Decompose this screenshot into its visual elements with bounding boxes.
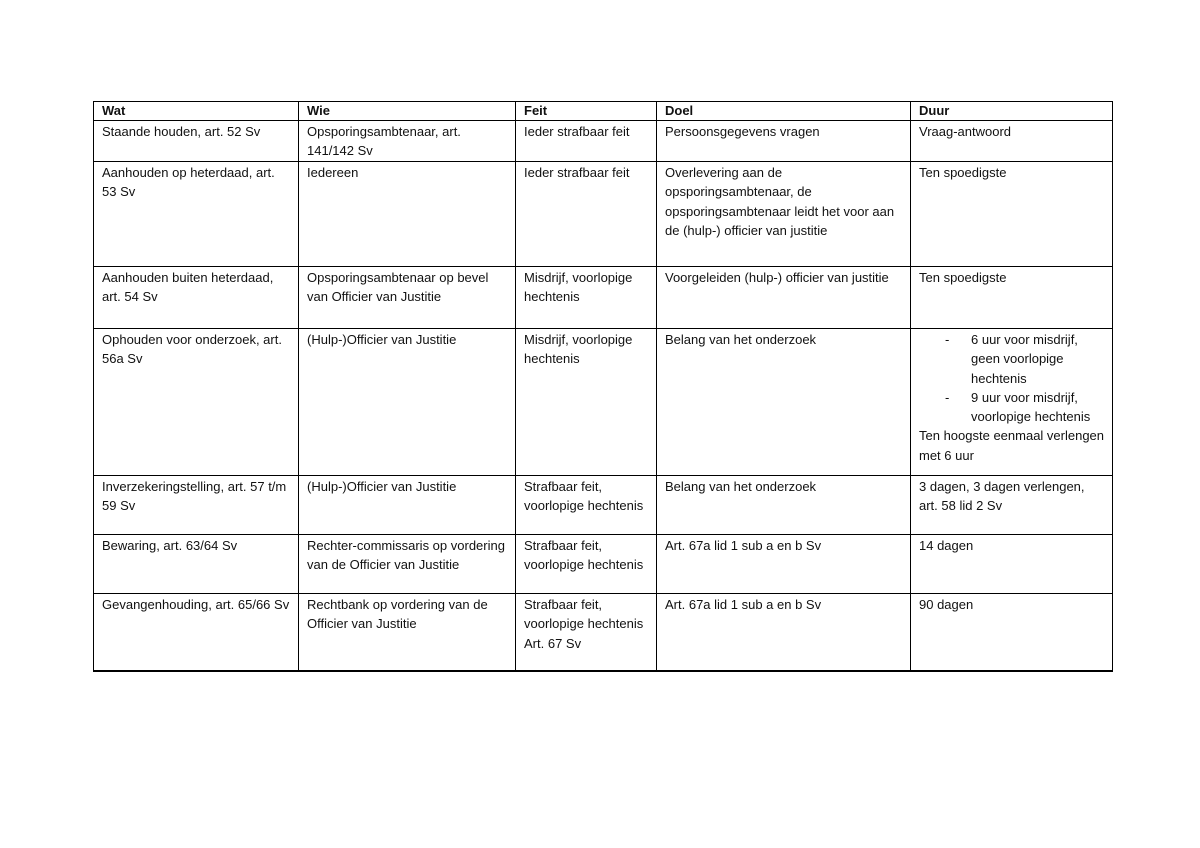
dash-bullet: - xyxy=(945,389,950,405)
table-row xyxy=(94,267,1113,329)
cell-feit-article: Art. 67 Sv xyxy=(524,635,582,651)
table-header xyxy=(94,102,1113,121)
list-item xyxy=(945,388,1106,427)
table-body xyxy=(94,121,1113,672)
table-row xyxy=(94,476,1113,535)
dash-bullet: - xyxy=(945,332,950,347)
cell-feit: Misdrijf, voorlopige hechtenis xyxy=(516,329,657,476)
cell-duur xyxy=(911,329,1113,476)
header-feit: Feit xyxy=(516,102,657,121)
table-row xyxy=(94,594,1113,672)
cell-wat: Aanhouden buiten heterdaad, art. 54 Sv xyxy=(94,267,299,329)
cell-wat: Staande houden, art. 52 Sv xyxy=(94,121,299,162)
list-item xyxy=(945,330,1106,388)
cell-duur: Ten spoedigste xyxy=(911,267,1113,329)
list-item-text: 6 uur voor misdrijf, geen voorlopige hechtenis xyxy=(971,332,1078,386)
table-row xyxy=(94,535,1113,594)
cell-wie: (Hulp-)Officier van Justitie xyxy=(299,476,516,535)
header-row xyxy=(94,102,1113,121)
cell-wat: Gevangenhouding, art. 65/66 Sv xyxy=(94,594,299,672)
table-row xyxy=(94,329,1113,476)
list-item-text: 9 uur voor misdrijf, voorlopige hechtenis xyxy=(971,389,1091,425)
cell-doel: Voorgeleiden (hulp-) officier van justitie xyxy=(657,267,911,329)
cell-wie: Rechtbank op vordering van de Officier van Justitie xyxy=(299,594,516,672)
header-wat: Wat xyxy=(94,102,299,121)
cell-feit: Misdrijf, voorlopige hechtenis xyxy=(516,267,657,329)
table-row xyxy=(94,162,1113,267)
duration-list xyxy=(919,330,1106,426)
cell-duur: Vraag-antwoord xyxy=(911,121,1113,162)
cell-wie: Iedereen xyxy=(299,162,516,267)
detention-overview-table xyxy=(93,101,1113,672)
cell-feit: Ieder strafbaar feit xyxy=(516,162,657,267)
cell-feit xyxy=(516,594,657,672)
cell-wat: Ophouden voor onderzoek, art. 56a Sv xyxy=(94,329,299,476)
cell-wat: Inverzekeringstelling, art. 57 t/m 59 Sv xyxy=(94,476,299,535)
cell-doel: Art. 67a lid 1 sub a en b Sv xyxy=(657,535,911,594)
cell-wat: Aanhouden op heterdaad, art. 53 Sv xyxy=(94,162,299,267)
duration-note: Ten hoogste eenmaal verlengen met 6 uur xyxy=(919,428,1105,463)
cell-wat: Bewaring, art. 63/64 Sv xyxy=(94,535,299,594)
cell-duur: 3 dagen, 3 dagen verlengen, art. 58 lid 2 Sv xyxy=(911,476,1113,535)
cell-duur: Ten spoedigste xyxy=(911,162,1113,267)
cell-wie: Opsporingsambtenaar op bevel van Officier van Justitie xyxy=(299,267,516,329)
cell-doel: Art. 67a lid 1 sub a en b Sv xyxy=(657,594,911,672)
cell-wie: Rechter-commissaris op vordering van de Officier van Justitie xyxy=(299,535,516,594)
table-row xyxy=(94,121,1113,162)
cell-feit: Strafbaar feit, voorlopige hechtenis xyxy=(516,535,657,594)
cell-doel: Belang van het onderzoek xyxy=(657,329,911,476)
header-doel: Doel xyxy=(657,102,911,121)
cell-doel: Belang van het onderzoek xyxy=(657,476,911,535)
cell-duur: 90 dagen xyxy=(911,594,1113,672)
cell-wie: (Hulp-)Officier van Justitie xyxy=(299,329,516,476)
header-wie: Wie xyxy=(299,102,516,121)
cell-doel: Persoonsgegevens vragen xyxy=(657,121,911,162)
header-duur: Duur xyxy=(911,102,1113,121)
cell-wie: Opsporingsambtenaar, art. 141/142 Sv xyxy=(299,121,516,162)
cell-feit: Strafbaar feit, voorlopige hechtenis xyxy=(516,476,657,535)
cell-feit: Ieder strafbaar feit xyxy=(516,121,657,162)
cell-feit-text: Strafbaar feit, voorlopige hechtenis xyxy=(524,597,644,632)
cell-duur: 14 dagen xyxy=(911,535,1113,594)
cell-doel: Overlevering aan de opsporingsambtenaar, de opsporingsambtenaar leidt het voor aan de (hulp-) officier van justitie xyxy=(657,162,911,267)
